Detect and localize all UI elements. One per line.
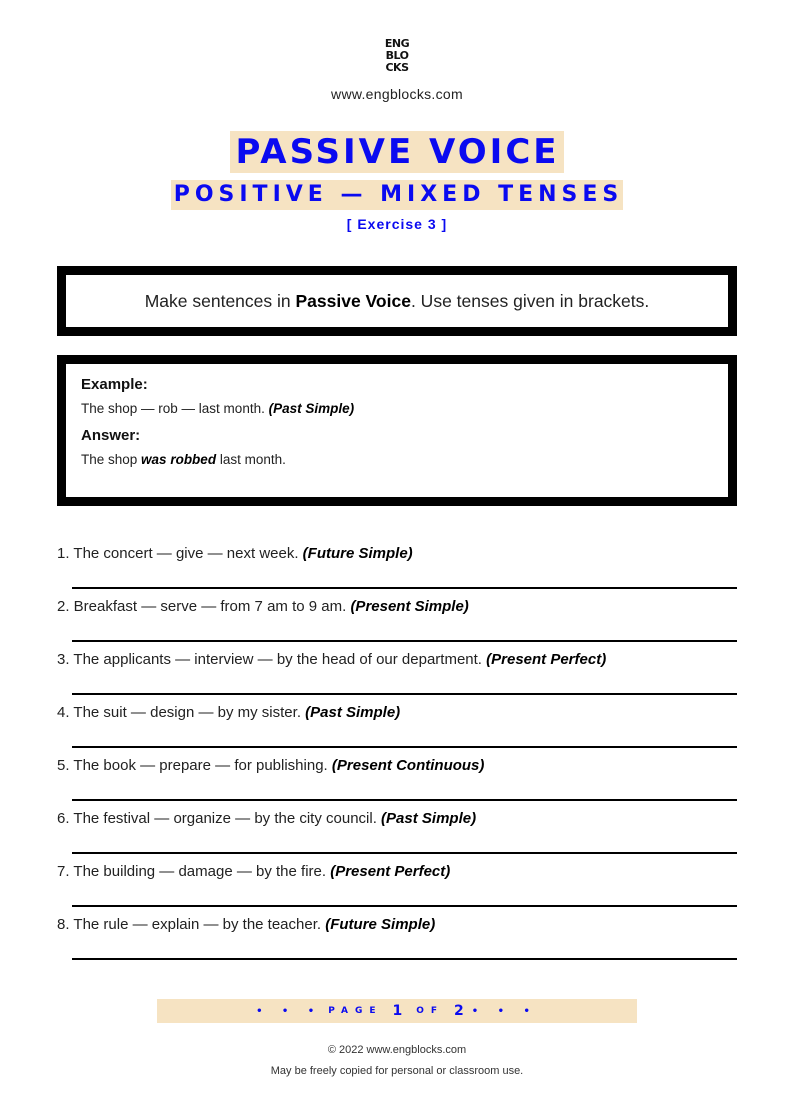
page-dots-left: • • •: [256, 1005, 323, 1017]
question-tense: (Present Continuous): [331, 757, 485, 774]
question-tense: (Past Simple): [305, 704, 401, 721]
exercise-label: [ Exercise 3 ]: [346, 216, 448, 232]
instruction-prefix: Make sentences in: [144, 290, 296, 311]
question-tense: (Future Simple): [325, 916, 436, 933]
question-text: 1. The concert — give — next week.: [57, 545, 303, 562]
example-tense: (Past Simple): [268, 401, 355, 416]
question-tense: (Present Simple): [350, 598, 469, 615]
question-text: 7. The building — damage — by the fire.: [57, 863, 331, 880]
answer-suffix: last month.: [216, 452, 286, 467]
site-url[interactable]: www.engblocks.com: [331, 86, 463, 102]
answer-heading: Answer:: [81, 427, 141, 444]
question-text: 2. Breakfast — serve — from 7 am to 9 am.: [57, 598, 351, 615]
page-total: 2: [454, 1003, 464, 1019]
question-tense: (Present Perfect): [486, 651, 607, 668]
logo-line: ENG: [384, 37, 410, 50]
question-item: [57, 545, 737, 562]
answer-line[interactable]: [72, 958, 737, 960]
question-text: 4. The suit — design — by my sister.: [57, 704, 306, 721]
answer-line[interactable]: [72, 640, 737, 642]
page-title: PASSIVE VOICE: [230, 131, 563, 173]
question-item: [57, 651, 737, 668]
question-text: 3. The applicants — interview — by the head of our department.: [57, 651, 487, 668]
answer-line[interactable]: [72, 799, 737, 801]
instruction-suffix: . Use tenses given in brackets.: [410, 290, 650, 311]
example-text: The shop — rob — last month.: [81, 401, 269, 416]
page-indicator: [157, 999, 637, 1023]
question-text: 5. The book — prepare — for publishing.: [57, 757, 332, 774]
page-current: 1: [392, 1003, 403, 1019]
instruction-text: [145, 291, 650, 312]
question-tense: (Past Simple): [381, 810, 477, 827]
question-item: [57, 863, 737, 880]
page-subtitle: POSITIVE — MIXED TENSES: [171, 180, 624, 210]
logo-line: CKS: [385, 61, 409, 74]
question-item: [57, 598, 737, 615]
question-item: [57, 757, 737, 774]
answer-prefix: The shop: [81, 452, 142, 467]
subtitle-wrapper: [0, 180, 794, 210]
answer-line[interactable]: [72, 746, 737, 748]
of-word: OF: [416, 1006, 445, 1016]
page-word: PAGE: [328, 1006, 383, 1016]
question-item: [57, 916, 737, 933]
instruction-box: [57, 266, 737, 336]
example-box: [57, 355, 737, 506]
example-sentence: [81, 401, 713, 416]
engblocks-logo: [380, 38, 414, 74]
title-wrapper: [0, 131, 794, 173]
answer-sentence: [81, 452, 713, 467]
answer-line[interactable]: [72, 852, 737, 854]
question-text: 8. The rule — explain — by the teacher.: [57, 916, 326, 933]
page-dots-right: • • •: [471, 1005, 538, 1017]
instruction-bold: Passive Voice: [295, 290, 411, 311]
answer-line[interactable]: [72, 693, 737, 695]
copyright-text: © 2022 www.engblocks.com: [327, 1044, 467, 1056]
question-tense: (Present Perfect): [330, 863, 451, 880]
answer-emphasis: was robbed: [141, 452, 217, 467]
example-heading: Example:: [81, 376, 148, 393]
answer-line[interactable]: [72, 587, 737, 589]
logo-line: BLO: [385, 49, 409, 62]
question-tense: (Future Simple): [302, 545, 413, 562]
answer-line[interactable]: [72, 905, 737, 907]
license-text: May be freely copied for personal or classroom use.: [270, 1065, 524, 1077]
question-text: 6. The festival — organize — by the city council.: [57, 810, 382, 827]
question-item: [57, 704, 737, 721]
question-item: [57, 810, 737, 827]
